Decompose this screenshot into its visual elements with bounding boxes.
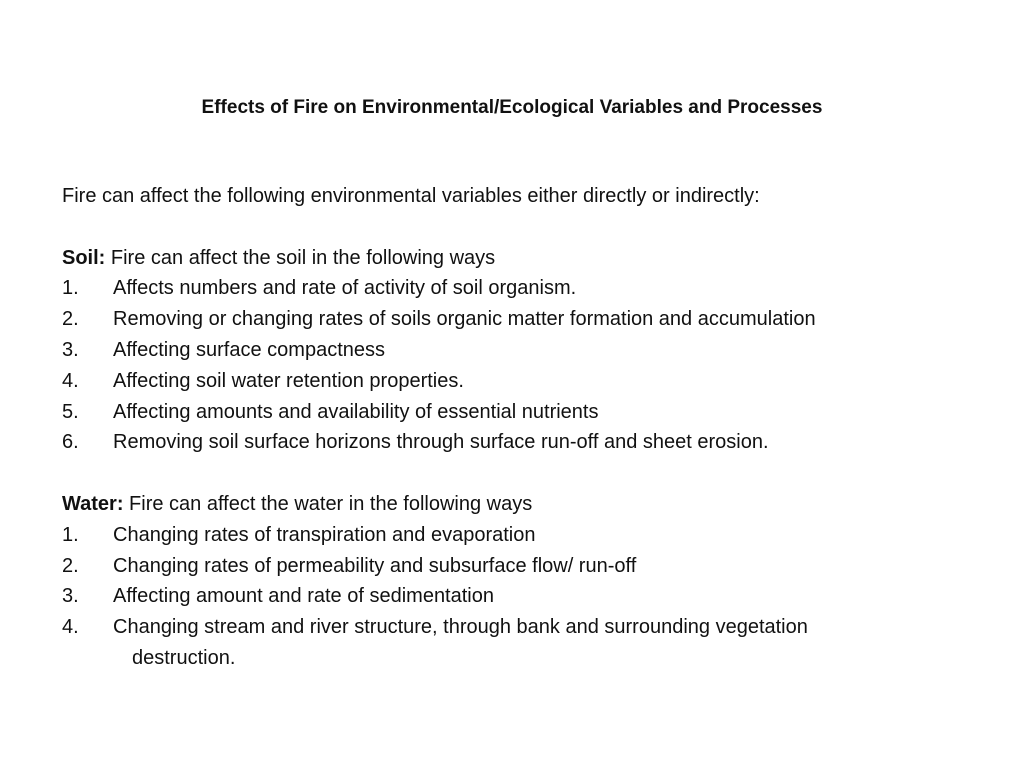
water-lead-text: Fire can affect the water in the following ways (123, 492, 533, 515)
list-number: 3. (62, 338, 79, 361)
water-label: Water: (62, 492, 124, 515)
list-number: 1. (62, 523, 79, 546)
soil-list-item (62, 273, 1002, 304)
list-item-text: Affects numbers and rate of activity of soil organism. (113, 277, 577, 300)
list-item-continuation: destruction. (132, 646, 236, 669)
list-number: 3. (62, 585, 79, 608)
intro-text: Fire can affect the following environmental variables either directly or indirectly: (62, 185, 760, 207)
list-item-text: Removing soil surface horizons through surface run-off and sheet erosion. (113, 431, 769, 454)
spacer (62, 212, 1002, 243)
soil-list-item (62, 335, 1002, 366)
list-item-text: Affecting soil water retention properties. (113, 369, 464, 392)
soil-list-item (62, 427, 1002, 458)
list-number: 1. (62, 277, 79, 300)
water-list-item (62, 581, 1002, 612)
list-item-text: Changing stream and river structure, through bank and surrounding vegetation (113, 616, 808, 639)
water-heading (62, 489, 1002, 520)
list-item-text: Changing rates of transpiration and evaporation (113, 523, 536, 546)
slide-body (62, 181, 1002, 674)
list-number: 4. (62, 616, 79, 639)
water-list-item (62, 612, 1002, 643)
slide-title: Effects of Fire on Environmental/Ecological Variables and Processes (201, 97, 823, 118)
list-item-text: Affecting amounts and availability of essential nutrients (113, 400, 599, 423)
list-number: 2. (62, 308, 79, 331)
soil-list-item (62, 366, 1002, 397)
water-list-item (62, 520, 1002, 551)
soil-list-item (62, 397, 1002, 428)
list-number: 4. (62, 369, 79, 392)
list-item-text: Removing or changing rates of soils organic matter formation and accumulation (113, 308, 816, 331)
list-item-text: Changing rates of permeability and subsurface flow/ run-off (113, 554, 637, 577)
list-item-text: Affecting amount and rate of sedimentation (113, 585, 494, 608)
soil-lead-text: Fire can affect the soil in the following ways (105, 246, 496, 269)
list-item-text: Affecting surface compactness (113, 338, 385, 361)
soil-heading (62, 243, 1002, 274)
soil-label: Soil: (62, 246, 106, 269)
soil-list-item (62, 304, 1002, 335)
list-number: 5. (62, 400, 79, 423)
list-number: 2. (62, 554, 79, 577)
spacer (62, 458, 1002, 489)
water-list-item (62, 551, 1002, 582)
list-number: 6. (62, 431, 79, 454)
